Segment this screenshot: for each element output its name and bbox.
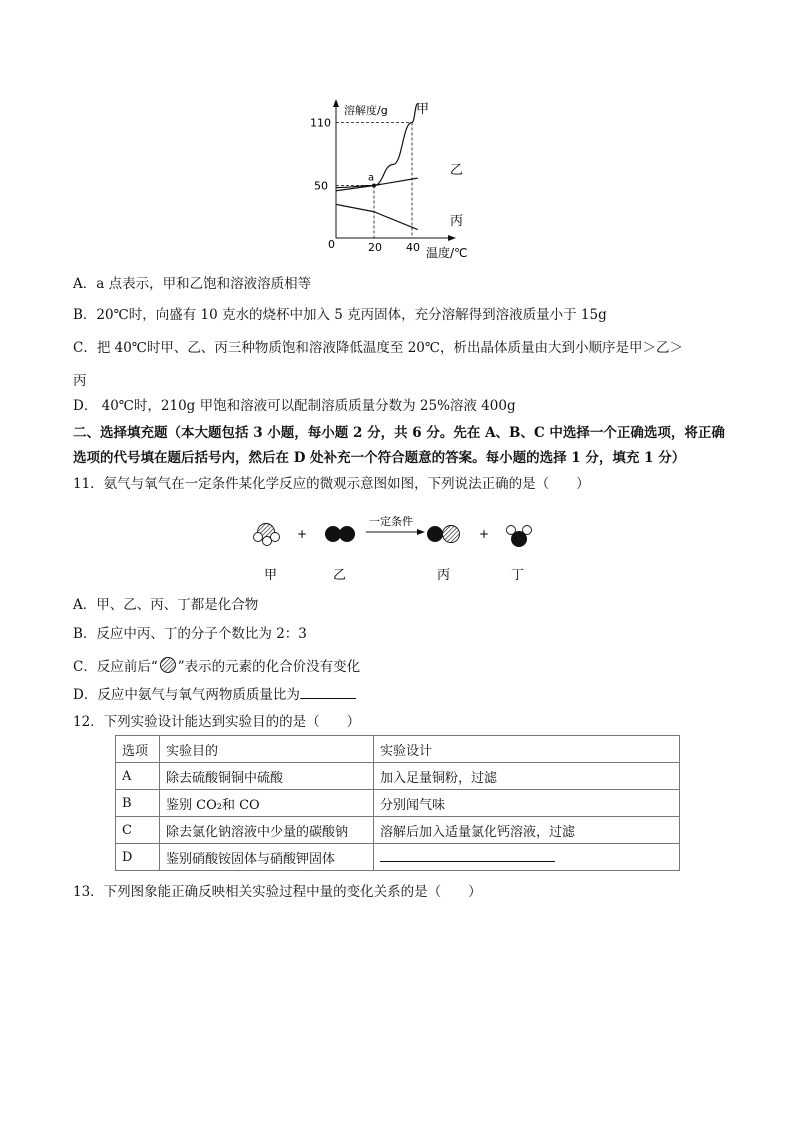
origin-label: 0 (328, 238, 335, 251)
q11-option-c-suffix: ”表示的元素的化合价没有变化 (177, 659, 361, 675)
solubility-chart (300, 98, 490, 268)
x-axis-label: 温度/℃ (426, 246, 468, 260)
reaction-arrowhead (417, 529, 425, 535)
q12-answer-blank (380, 849, 555, 862)
cell-option: B (116, 790, 160, 817)
q13-stem: 13．下列图象能正确反映相关实验过程中量的变化关系的是（ ） (73, 884, 482, 900)
cell-design: 加入足量铜粉，过滤 (374, 763, 680, 790)
table-row (116, 817, 680, 844)
section2-header-line2: 选项的代号填在题后括号内，然后在 D 处补充一个符合题意的答案。每小题的选择 1 分，填充 1 分） (73, 450, 686, 466)
q10-option-d: D． 40℃时，210g 甲饱和溶液可以配制溶质质量分数为 25%溶液 400g (73, 398, 516, 414)
q10-option-c: C．把 40℃时甲、乙、丙三种物质饱和溶液降低温度至 20℃，析出晶体质量由大到小顺序是甲＞乙＞ (73, 340, 683, 356)
q11-stem: 11．氨气与氧气在一定条件某化学反应的微观示意图如图，下列说法正确的是（ ） (73, 476, 590, 492)
header-option: 选项 (116, 736, 160, 763)
series-label-yi: 乙 (450, 163, 464, 178)
table-header-row (116, 736, 680, 763)
reaction-diagram (245, 510, 545, 585)
y-tick-110: 110 (310, 116, 331, 130)
intersection-point-a (372, 184, 376, 188)
q10-option-b: B．20℃时，向盛有 10 克水的烧杯中加入 5 克丙固体，充分溶解得到溶液质量小于 15g (73, 307, 607, 323)
q11-option-a: A．甲、乙、丙、丁都是化合物 (73, 597, 259, 613)
header-design: 实验设计 (374, 736, 680, 763)
q10-option-a: A．a 点表示，甲和乙饱和溶液溶质相等 (73, 276, 312, 292)
label-bing: 丙 (437, 568, 451, 583)
cell-design: 溶解后加入适量氯化钙溶液，过滤 (374, 817, 680, 844)
label-ding: 丁 (511, 568, 525, 583)
y-axis-label: 溶解度/g (344, 104, 388, 117)
series-label-jia: 甲 (416, 102, 430, 117)
experiment-table (115, 735, 680, 871)
q12-stem: 12．下列实验设计能达到实验目的的是（ ） (73, 714, 361, 730)
curve-yi (336, 178, 418, 191)
q11-option-d-text: D．反应中氨气与氧气两物质质量比为 (73, 687, 300, 703)
y-tick-50: 50 (314, 179, 328, 193)
table-row (116, 763, 680, 790)
molecule-bing-no (427, 526, 460, 543)
q11-answer-blank (300, 686, 356, 699)
cell-purpose: 鉴别 CO₂和 CO (160, 790, 374, 817)
cell-option: A (116, 763, 160, 790)
header-purpose: 实验目的 (160, 736, 374, 763)
table-row (116, 790, 680, 817)
cell-purpose: 鉴别硝酸铵固体与硝酸钾固体 (160, 844, 374, 871)
hatched-atom-icon (158, 657, 178, 673)
x-axis-arrow (448, 235, 456, 241)
cell-design (374, 844, 680, 871)
q11-option-c (73, 655, 360, 675)
q11-option-d (73, 683, 356, 703)
x-tick-20: 20 (368, 241, 382, 254)
cell-design: 分别闻气味 (374, 790, 680, 817)
y-axis-arrow (333, 99, 339, 107)
molecule-ding-water (507, 526, 532, 548)
cell-option: C (116, 817, 160, 844)
section2-header-line1: 二、选择填充题（本大题包括 3 小题，每小题 2 分，共 6 分。先在 A、B、C 中选择一个正确选项，将正确 (73, 425, 725, 441)
q11-option-b: B．反应中丙、丁的分子个数比为 2：3 (73, 626, 307, 642)
label-yi: 乙 (333, 568, 347, 583)
point-a-label: a (368, 172, 375, 184)
cell-option: D (116, 844, 160, 871)
plus-sign-2: + (479, 527, 490, 541)
cell-purpose: 除去氯化钠溶液中少量的碳酸钠 (160, 817, 374, 844)
molecule-jia-ammonia (254, 524, 280, 546)
q11-option-c-prefix: C．反应前后“ (73, 659, 158, 675)
q10-option-c-cont: 丙 (73, 373, 87, 389)
curve-bing (336, 204, 418, 229)
molecule-yi-oxygen (325, 526, 355, 542)
cell-purpose: 除去硫酸铜铜中硫酸 (160, 763, 374, 790)
x-tick-40: 40 (406, 241, 420, 254)
series-label-bing: 丙 (450, 214, 464, 229)
reaction-condition: 一定条件 (369, 515, 413, 528)
plus-sign-1: + (297, 527, 308, 541)
table-row (116, 844, 680, 871)
label-jia: 甲 (264, 568, 278, 583)
